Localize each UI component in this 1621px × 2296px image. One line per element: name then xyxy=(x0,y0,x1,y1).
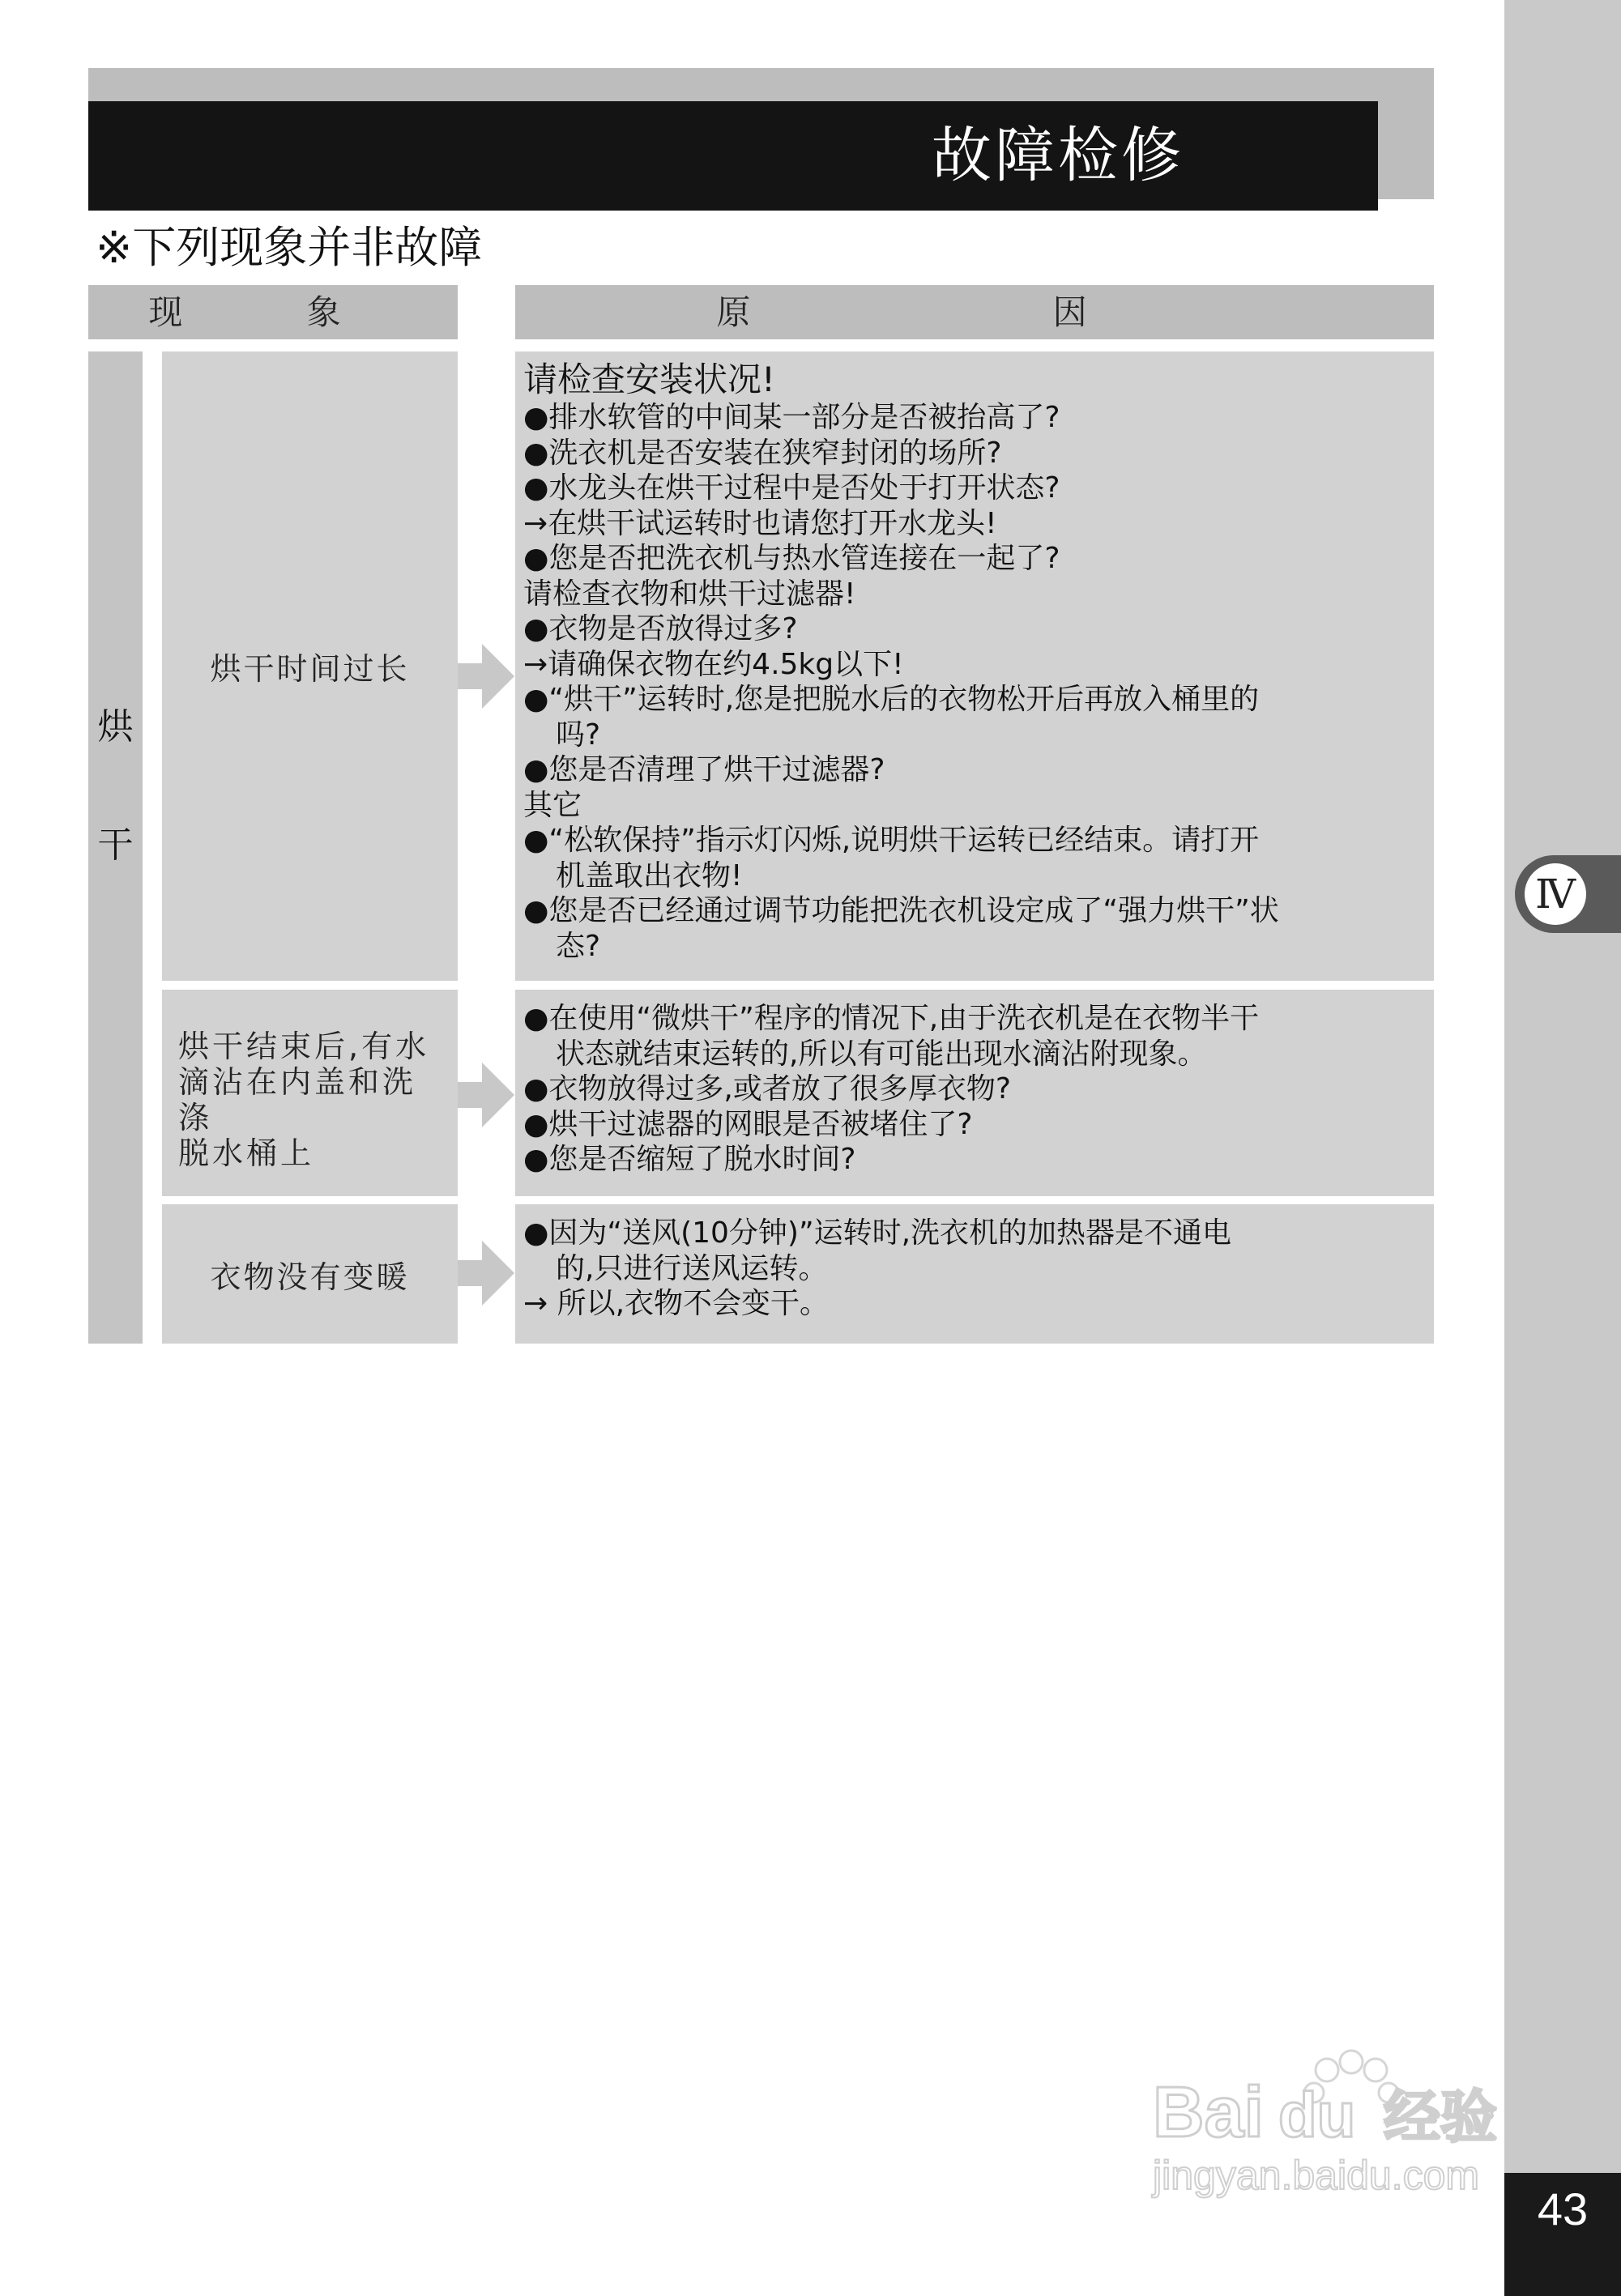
phenomenon-text: 烘干时间过长 xyxy=(210,651,410,687)
section-subtitle: ※下列现象并非故障 xyxy=(96,222,483,273)
cause-line: ●洗衣机是否安装在狭窄封闭的场所? xyxy=(523,436,1002,470)
svg-text:Bai: Bai xyxy=(1153,2072,1264,2152)
category-label-2: 干 xyxy=(97,824,134,866)
arrow-right-icon xyxy=(458,1241,515,1306)
cause-line: 吗? xyxy=(556,718,601,752)
svg-text:经验: 经验 xyxy=(1384,2084,1497,2150)
column-header-phenomenon: 现 象 xyxy=(88,285,458,339)
cause-line: ●因为“送风(10分钟)”运转时,洗衣机的加热器是不通电 xyxy=(523,1216,1232,1250)
table-row-cause xyxy=(515,351,1434,981)
phenomenon-text: 烘干结束后,有水 xyxy=(178,1029,430,1064)
table-row-phenomenon xyxy=(162,990,458,1196)
table-row-phenomenon xyxy=(162,351,458,981)
cause-line: ●衣物放得过多,或者放了很多厚衣物? xyxy=(523,1072,1011,1105)
cause-line: 其它 xyxy=(523,788,582,822)
cause-line: → 所以,衣物不会变干。 xyxy=(523,1287,830,1320)
cause-line: →请确保衣物在约4.5kg以下! xyxy=(523,647,904,681)
cause-line: 态? xyxy=(556,929,601,963)
table-row-phenomenon xyxy=(162,1204,458,1344)
cause-line: ●您是否缩短了脱水时间? xyxy=(523,1143,856,1176)
cause-line: 机盖取出衣物! xyxy=(556,858,743,892)
phenomenon-text: 脱水桶上 xyxy=(178,1135,315,1171)
cause-line: 状态就结束运转的,所以有可能出现水滴沾附现象。 xyxy=(556,1037,1207,1071)
cause-line: ●“松软保持”指示灯闪烁,说明烘干运转已经结束。请打开 xyxy=(523,824,1260,857)
cause-line: ●您是否清理了烘干过滤器? xyxy=(523,753,885,786)
baidu-watermark-logo xyxy=(1149,2047,1521,2209)
cause-line: 请检查衣物和烘干过滤器! xyxy=(523,577,856,611)
table-row-cause xyxy=(515,1204,1434,1344)
phenomenon-text: 滴沾在内盖和洗涤 xyxy=(178,1064,417,1135)
cause-line: 请检查安装状况! xyxy=(523,360,775,399)
page-title: 故障检修 xyxy=(932,121,1184,190)
category-label-1: 烘 xyxy=(97,706,134,748)
arrow-right-icon xyxy=(458,644,515,709)
phenomenon-text: 衣物没有变暖 xyxy=(210,1259,410,1295)
cause-line: ●排水软管的中间某一部分是否被抬高了? xyxy=(523,401,1060,434)
cause-line: ●衣物是否放得过多? xyxy=(523,612,798,645)
cause-line: 的,只进行送风运转。 xyxy=(556,1251,828,1285)
cause-line: ●“烘干”运转时,您是把脱水后的衣物松开后再放入桶里的 xyxy=(523,683,1260,716)
cause-line: ●在使用“微烘干”程序的情况下,由于洗衣机是在衣物半干 xyxy=(523,1002,1260,1035)
svg-text:jingyan.baidu.com: jingyan.baidu.com xyxy=(1153,2153,1480,2198)
side-strip xyxy=(1504,0,1621,2296)
chapter-badge: Ⅳ xyxy=(1525,863,1586,925)
arrow-right-icon xyxy=(458,1063,515,1127)
column-header-cause: 原 因 xyxy=(515,285,1434,339)
table-row-cause xyxy=(515,990,1434,1196)
cause-line: ●您是否已经通过调节功能把洗衣机设定成了“强力烘干”状 xyxy=(523,894,1279,927)
cause-line: ●水龙头在烘干过程中是否处于打开状态? xyxy=(523,471,1060,505)
cause-line: ●烘干过滤器的网眼是否被堵住了? xyxy=(523,1107,973,1141)
cause-line: →在烘干试运转时也请您打开水龙头! xyxy=(523,506,997,540)
page-number: 43 xyxy=(1537,2183,1589,2234)
svg-text:du: du xyxy=(1278,2079,1356,2150)
cause-line: ●您是否把洗衣机与热水管连接在一起了? xyxy=(523,542,1060,575)
